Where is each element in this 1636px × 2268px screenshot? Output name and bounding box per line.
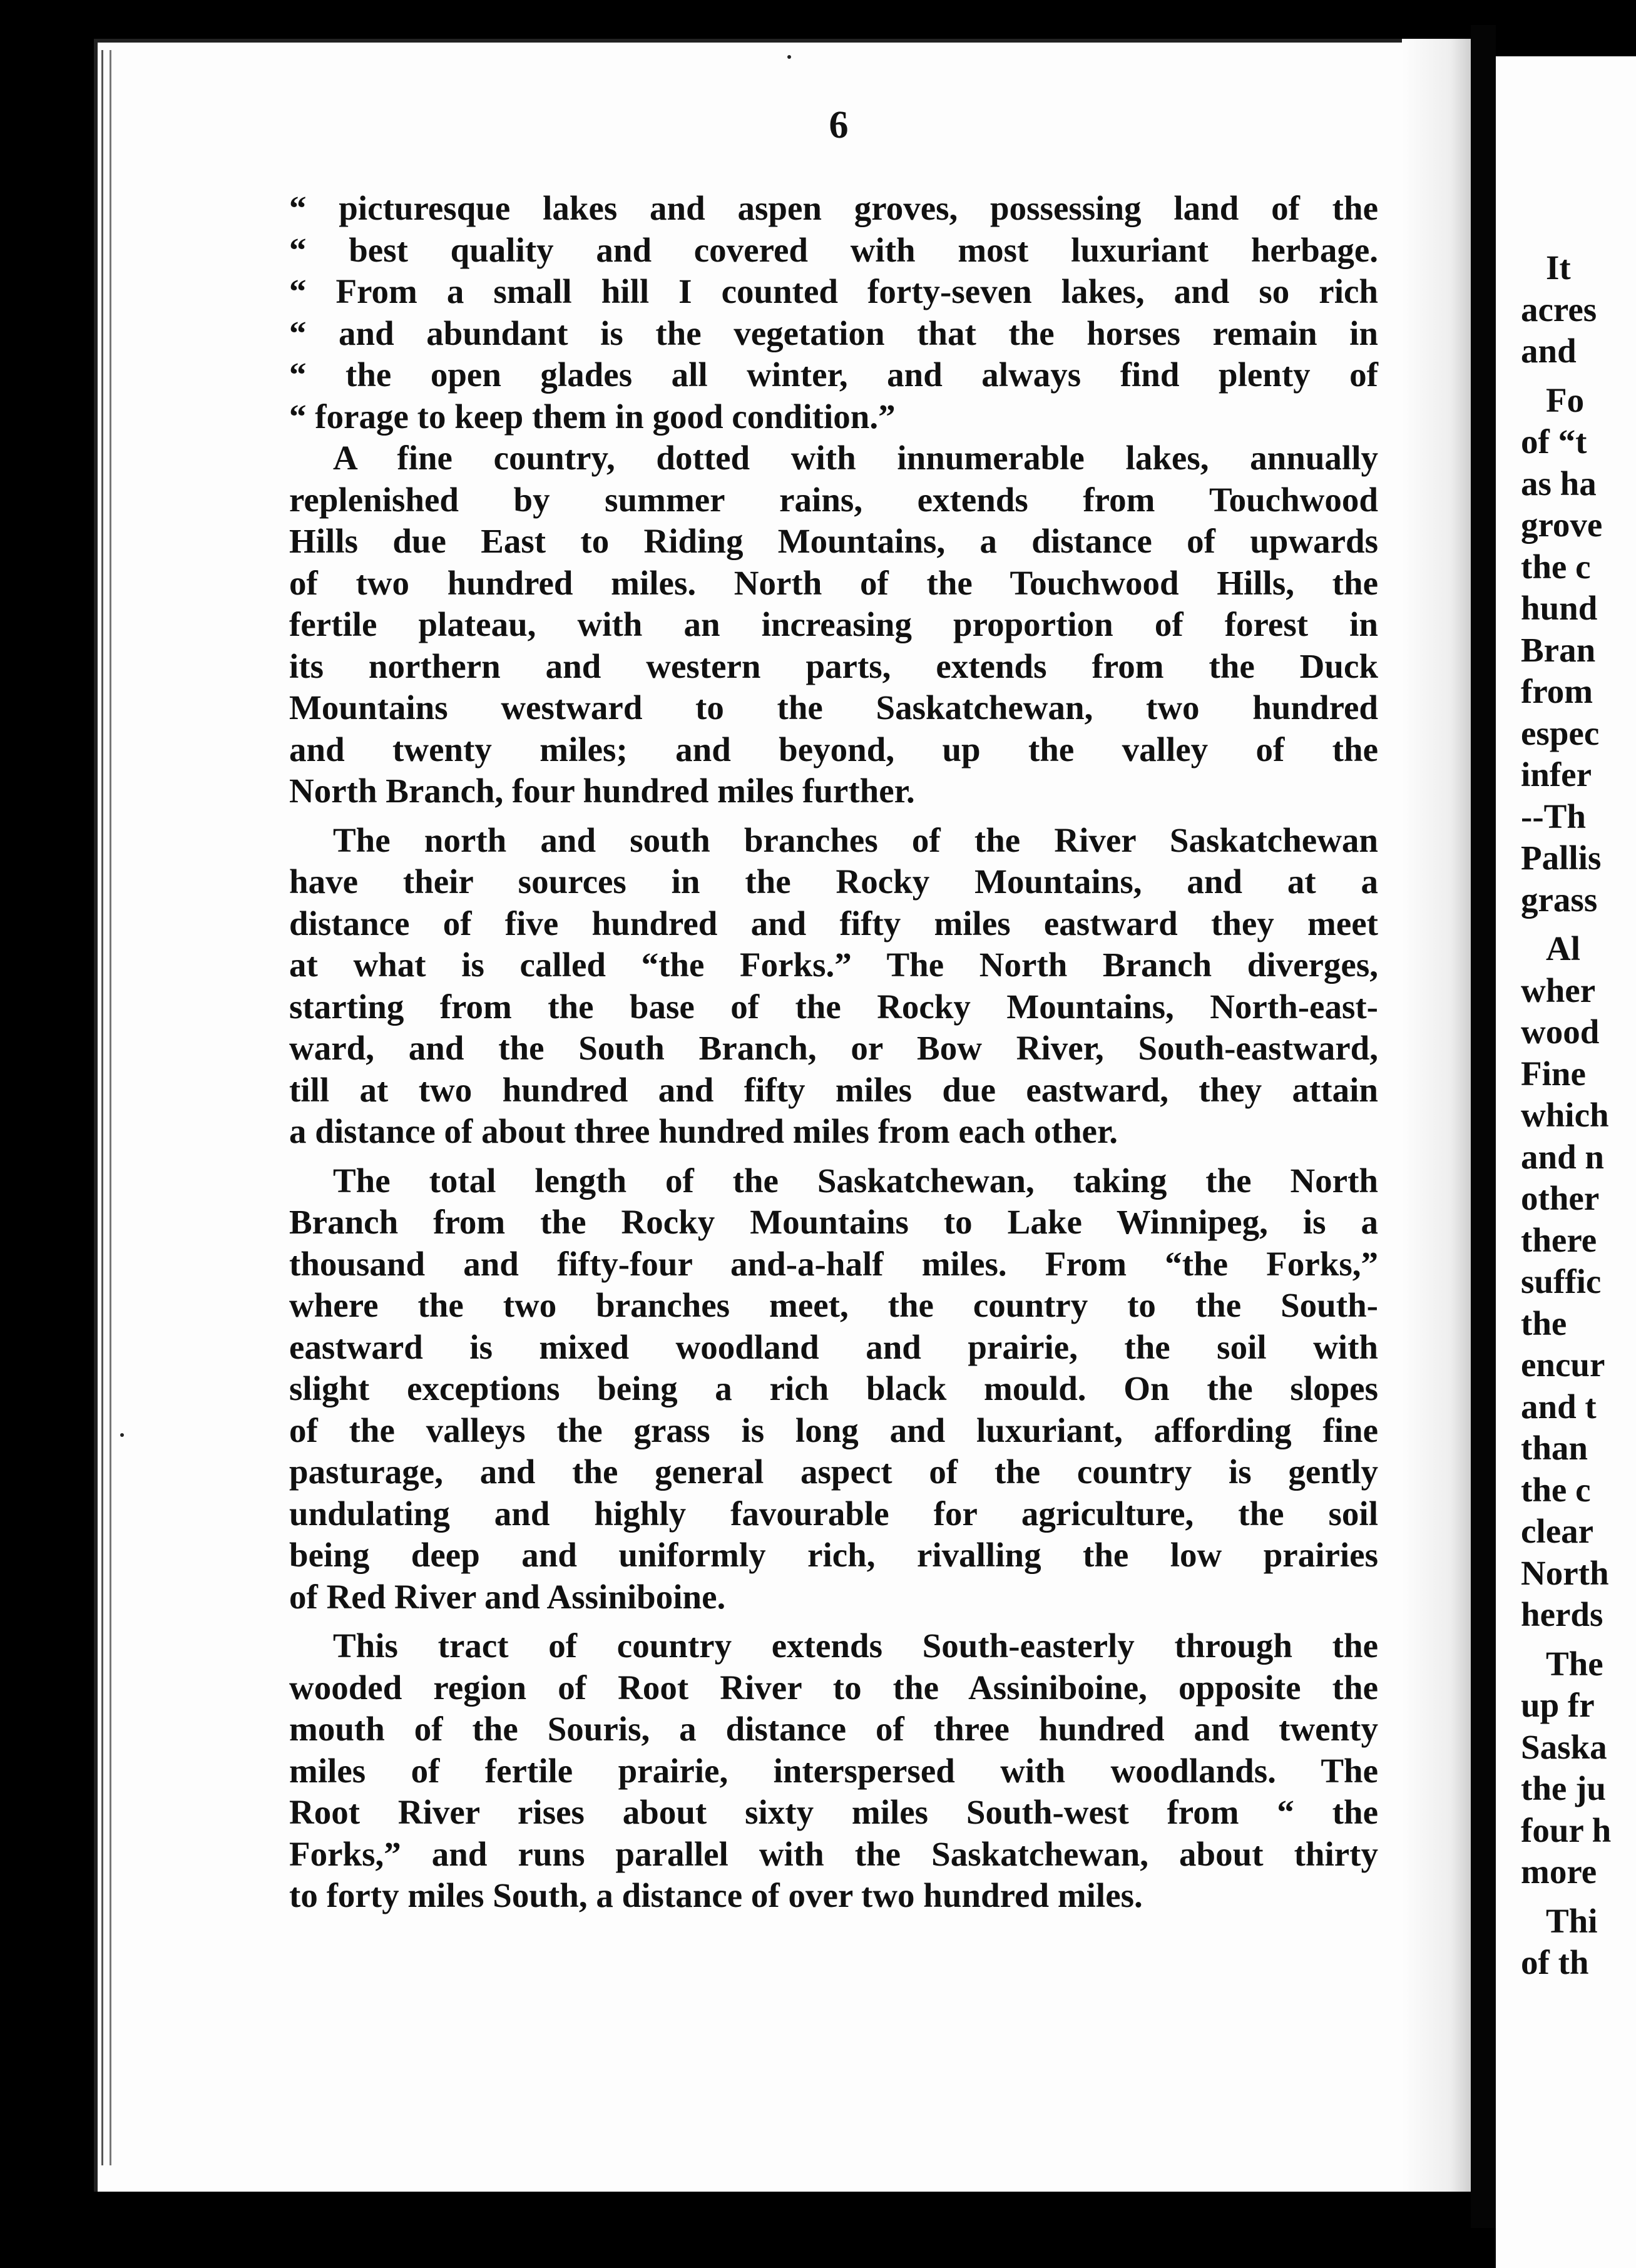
text-line: wooded region of Root River to the Assiniboine, opposite the <box>289 1668 1378 1707</box>
text-line-fragment: and n <box>1521 1137 1605 1176</box>
paragraph-gap <box>289 812 1378 820</box>
text-line: North Branch, four hundred miles further. <box>289 772 915 810</box>
text-line: Mountains westward to the Saskatchewan, two hundred <box>289 688 1378 727</box>
paragraph-gap <box>289 1618 1378 1625</box>
text-line-fragment: grove <box>1521 506 1603 544</box>
text-line: thousand and fifty-four and-a-half miles. From “the Forks,” <box>289 1244 1378 1283</box>
text-line-fragment: the ju <box>1521 1769 1606 1807</box>
text-line: of two hundred miles. North of the Touchwood Hills, the <box>289 563 1378 602</box>
paragraph-gap <box>289 1153 1378 1160</box>
book-spine <box>1471 25 1496 2228</box>
text-line-fragment: Thi <box>1546 1901 1598 1940</box>
text-line-fragment: wood <box>1521 1013 1600 1051</box>
text-line: fertile plateau, with an increasing proportion of forest in <box>289 605 1378 643</box>
text-line: and twenty miles; and beyond, up the valley of the <box>289 730 1378 769</box>
text-line-fragment: herds <box>1521 1595 1603 1633</box>
text-line: The north and south branches of the River Saskatchewan <box>333 820 1378 859</box>
text-line-fragment: hund <box>1521 589 1598 627</box>
text-line-fragment: the c <box>1521 547 1591 586</box>
text-line: its northern and western parts, extends from the Duck <box>289 646 1378 685</box>
text-line: A fine country, dotted with innumerable lakes, annually <box>333 439 1378 477</box>
ink-speck <box>787 55 791 59</box>
body-text <box>289 188 1378 1917</box>
text-line-fragment: encur <box>1521 1346 1605 1384</box>
text-line-fragment: the c <box>1521 1470 1591 1509</box>
text-line-fragment: and t <box>1521 1387 1597 1426</box>
text-line: eastward is mixed woodland and prairie, the soil with <box>289 1327 1378 1366</box>
page-number: 6 <box>829 104 849 146</box>
text-line-fragment: acres <box>1521 290 1597 329</box>
text-line-fragment: Fine <box>1521 1054 1586 1093</box>
text-line: distance of five hundred and fifty miles eastward they meet <box>289 904 1378 942</box>
text-line: Hills due East to Riding Mountains, a distance of upwards <box>289 522 1378 560</box>
text-line: at what is called “the Forks.” The North Branch diverges, <box>289 946 1378 984</box>
text-line: Forks,” and runs parallel with the Saskatchewan, about thirty <box>289 1834 1378 1873</box>
text-line: undulating and highly favourable for agriculture, the soil <box>289 1494 1378 1533</box>
text-line: a distance of about three hundred miles from each other. <box>289 1112 1118 1150</box>
text-line: replenished by summer rains, extends from Touchwood <box>289 480 1378 519</box>
text-line-fragment: Fo <box>1546 381 1585 419</box>
text-line: ward, and the South Branch, or Bow River, South-eastward, <box>289 1029 1378 1067</box>
text-line: mouth of the Souris, a distance of three hundred and twenty <box>289 1710 1378 1748</box>
text-line: “ picturesque lakes and aspen groves, possessing land of the <box>289 189 1378 227</box>
paragraph-gap <box>1521 1893 1611 1901</box>
text-line-fragment: up fr <box>1521 1686 1595 1724</box>
text-line: where the two branches meet, the country to the South- <box>289 1286 1378 1324</box>
text-line-fragment: wher <box>1521 971 1596 1009</box>
text-line: have their sources in the Rocky Mountains, and at a <box>289 862 1378 901</box>
text-line-fragment: from <box>1521 672 1593 710</box>
text-line: “ best quality and covered with most luxuriant herbage. <box>289 230 1378 269</box>
facing-page-text-fragment <box>1521 247 1611 1984</box>
paragraph-gap <box>1521 372 1611 380</box>
text-line: pasturage, and the general aspect of the country is gently <box>289 1453 1378 1491</box>
text-line: starting from the base of the Rocky Mountains, North-east- <box>289 987 1378 1026</box>
text-line-fragment: suffic <box>1521 1262 1602 1300</box>
page-edge-stack <box>101 50 111 2165</box>
text-line-fragment: more <box>1521 1852 1597 1891</box>
text-line-fragment: --Th <box>1521 797 1586 835</box>
text-line-fragment: It <box>1546 248 1571 287</box>
text-line-fragment: as ha <box>1521 464 1597 503</box>
text-line-fragment: North <box>1521 1553 1609 1592</box>
text-line-fragment: which <box>1521 1096 1609 1134</box>
text-line-fragment: infer <box>1521 755 1592 794</box>
text-line: of Red River and Assiniboine. <box>289 1577 726 1616</box>
text-line: slight exceptions being a rich black mould. On the slopes <box>289 1369 1378 1407</box>
paragraph-gap <box>1521 921 1611 928</box>
text-line: Root River rises about sixty miles South-west from “ the <box>289 1793 1378 1831</box>
text-line-fragment: there <box>1521 1220 1597 1259</box>
text-line-fragment: espec <box>1521 713 1600 752</box>
text-line-fragment: four h <box>1521 1811 1612 1849</box>
text-line-fragment: grass <box>1521 880 1598 919</box>
text-line-fragment: of “t <box>1521 422 1587 461</box>
text-line-fragment: Saska <box>1521 1727 1607 1766</box>
text-line: being deep and uniformly rich, rivalling the low prairies <box>289 1536 1378 1574</box>
text-line-fragment: other <box>1521 1179 1600 1217</box>
paragraph-gap <box>1521 1636 1611 1643</box>
text-line: Branch from the Rocky Mountains to Lake Winnipeg, is a <box>289 1203 1378 1241</box>
text-line: “ the open glades all winter, and always find plenty of <box>289 355 1378 394</box>
text-line: of the valleys the grass is long and luxuriant, affording fine <box>289 1411 1378 1449</box>
text-line: miles of fertile prairie, interspersed with woodlands. The <box>289 1751 1378 1790</box>
text-line-fragment: Pallis <box>1521 839 1602 877</box>
text-line: “ and abundant is the vegetation that the horses remain in <box>289 314 1378 352</box>
text-line-fragment: Al <box>1546 929 1580 968</box>
text-line-fragment: The <box>1546 1644 1603 1683</box>
text-line: “ forage to keep them in good condition.” <box>289 397 896 436</box>
ink-speck <box>120 1433 124 1437</box>
text-line-fragment: Bran <box>1521 630 1596 669</box>
text-line: “ From a small hill I counted forty-seven lakes, and so rich <box>289 272 1378 310</box>
page-gutter-shadow <box>1402 39 1471 2192</box>
text-line-fragment: the <box>1521 1304 1567 1342</box>
text-line-fragment: and <box>1521 332 1577 370</box>
text-line-fragment: clear <box>1521 1512 1594 1550</box>
text-line: to forty miles South, a distance of over two hundred miles. <box>289 1876 1143 1914</box>
text-line: till at two hundred and fifty miles due eastward, they attain <box>289 1070 1378 1109</box>
text-line-fragment: of th <box>1521 1943 1589 1981</box>
text-line: This tract of country extends South-easterly through the <box>333 1627 1378 1665</box>
text-line-fragment: than <box>1521 1429 1588 1467</box>
text-line: The total length of the Saskatchewan, taking the North <box>333 1161 1378 1200</box>
